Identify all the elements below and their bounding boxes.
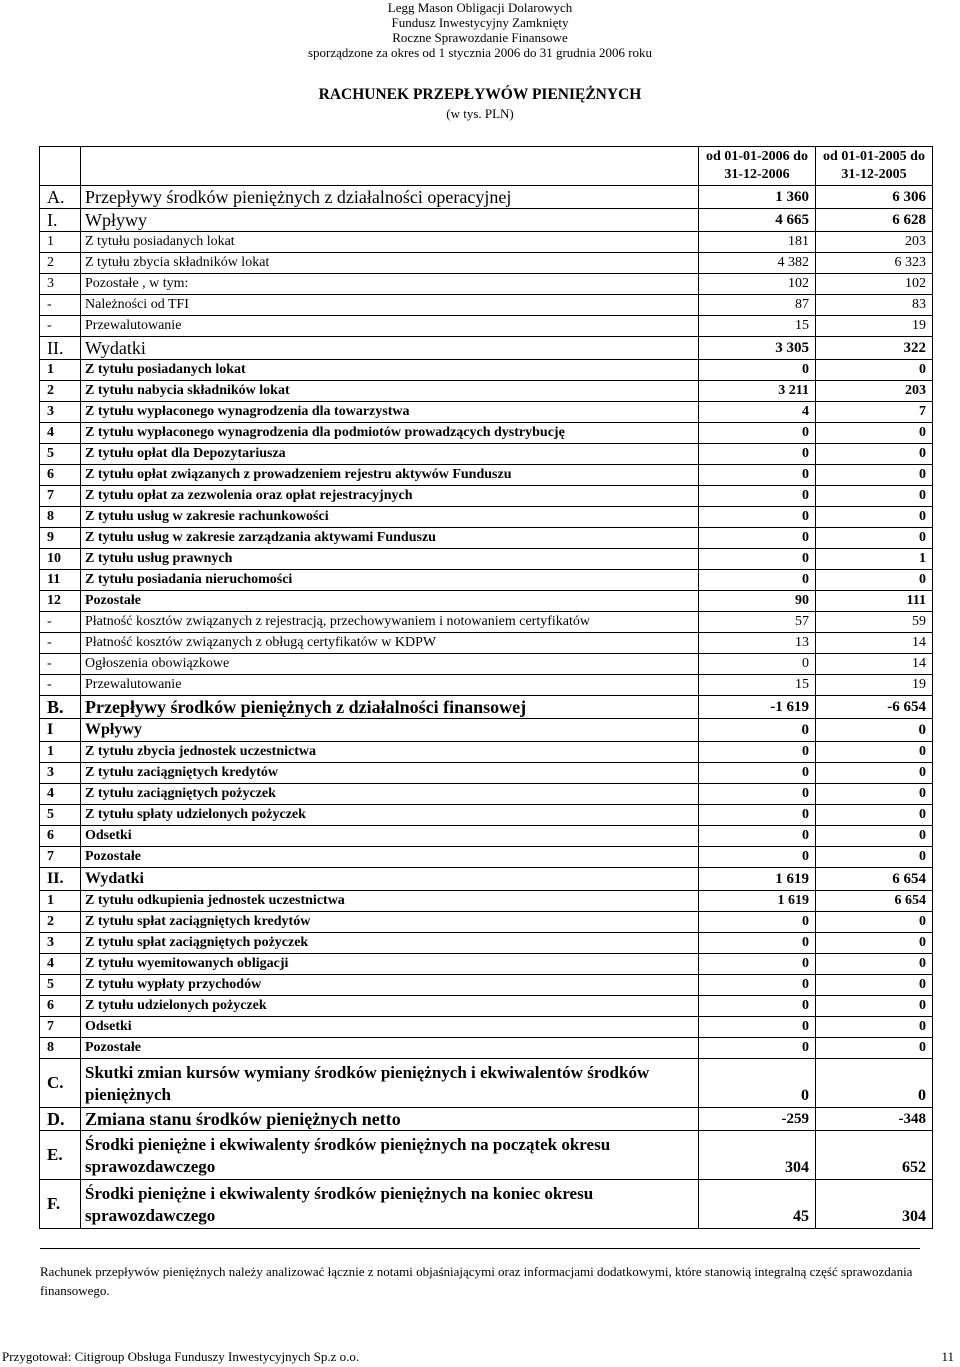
- row-label: Z tytułu wyemitowanych obligacji: [81, 954, 699, 975]
- row-number: 5: [40, 444, 81, 465]
- row-number: II.: [40, 868, 81, 891]
- value-2005: -6 654: [816, 696, 933, 719]
- table-row: [40, 253, 933, 274]
- value-2005: 0: [816, 933, 933, 954]
- value-2006: 0: [699, 742, 816, 763]
- table-row: [40, 1017, 933, 1038]
- row-number: 4: [40, 784, 81, 805]
- value-2005: 19: [816, 675, 933, 696]
- row-number: I.: [40, 209, 81, 232]
- value-2006: 0: [699, 954, 816, 975]
- row-number: 7: [40, 1017, 81, 1038]
- row-number: C.: [40, 1059, 81, 1108]
- value-2005: 0: [816, 1059, 933, 1108]
- table-row: [40, 360, 933, 381]
- table-row: [40, 232, 933, 253]
- row-label: Wpływy: [81, 719, 699, 742]
- row-number: 2: [40, 912, 81, 933]
- table-row: [40, 996, 933, 1017]
- row-label: Płatność kosztów związanych z rejestracją, przechowywaniem i notowaniem certyfikatów: [81, 612, 699, 633]
- table-row: [40, 486, 933, 507]
- table-row: [40, 868, 933, 891]
- value-2005: 0: [816, 507, 933, 528]
- value-2005: -348: [816, 1108, 933, 1131]
- value-2006: 0: [699, 549, 816, 570]
- table-row: [40, 805, 933, 826]
- table-row: [40, 591, 933, 612]
- value-2005: 0: [816, 1017, 933, 1038]
- table-row: [40, 719, 933, 742]
- row-label: Z tytułu usług w zakresie zarządzania aktywami Funduszu: [81, 528, 699, 549]
- table-row: [40, 549, 933, 570]
- value-2006: 0: [699, 360, 816, 381]
- value-2005: 0: [816, 826, 933, 847]
- row-label: Z tytułu zbycia jednostek uczestnictwa: [81, 742, 699, 763]
- value-2006: 0: [699, 528, 816, 549]
- value-2006: 0: [699, 847, 816, 868]
- value-2006: 0: [699, 1038, 816, 1059]
- row-number: 2: [40, 253, 81, 274]
- header-blank-cell: [81, 147, 699, 186]
- row-number: 10: [40, 549, 81, 570]
- table-row: [40, 186, 933, 209]
- table-row: [40, 381, 933, 402]
- row-label: Z tytułu spłat zaciągniętych kredytów: [81, 912, 699, 933]
- value-2005: 19: [816, 316, 933, 337]
- value-2005: 322: [816, 337, 933, 360]
- row-label: Z tytułu posiadania nieruchomości: [81, 570, 699, 591]
- table-row: [40, 444, 933, 465]
- value-2005: 0: [816, 1038, 933, 1059]
- cash-flow-table: [39, 146, 933, 1229]
- table-row: [40, 337, 933, 360]
- value-2006: 4 382: [699, 253, 816, 274]
- value-2006: 3 211: [699, 381, 816, 402]
- value-2005: 203: [816, 381, 933, 402]
- value-2005: 14: [816, 633, 933, 654]
- row-label: Z tytułu spłaty udzielonych pożyczek: [81, 805, 699, 826]
- value-2006: 181: [699, 232, 816, 253]
- row-number: 6: [40, 826, 81, 847]
- table-row: [40, 1108, 933, 1131]
- row-label: Z tytułu wypłaconego wynagrodzenia dla podmiotów prowadzących dystrybucję: [81, 423, 699, 444]
- value-2006: 87: [699, 295, 816, 316]
- value-2006: 102: [699, 274, 816, 295]
- table-row: [40, 1180, 933, 1229]
- value-2005: 1: [816, 549, 933, 570]
- value-2005: 6 654: [816, 891, 933, 912]
- value-2005: 0: [816, 996, 933, 1017]
- value-2005: 0: [816, 570, 933, 591]
- explanatory-note: Rachunek przepływów pieniężnych należy analizować łącznie z notami objaśniającymi oraz informacjami dodatkowymi, które stanowią integralną część sprawozdania finansowego.: [40, 1264, 913, 1298]
- row-label: Przepływy środków pieniężnych z działalności finansowej: [81, 696, 699, 719]
- value-2006: 1 619: [699, 891, 816, 912]
- value-2006: 15: [699, 316, 816, 337]
- row-number: 5: [40, 805, 81, 826]
- value-2006: 0: [699, 570, 816, 591]
- value-2006: 45: [699, 1180, 816, 1229]
- table-row: [40, 654, 933, 675]
- value-2006: 13: [699, 633, 816, 654]
- table-row: [40, 847, 933, 868]
- row-label: Odsetki: [81, 826, 699, 847]
- table-row: [40, 316, 933, 337]
- report-name: Roczne Sprawozdanie Finansowe: [392, 30, 568, 45]
- value-2005: 0: [816, 486, 933, 507]
- table-row: [40, 402, 933, 423]
- row-number: F.: [40, 1180, 81, 1229]
- row-number: 9: [40, 528, 81, 549]
- document-header: [0, 0, 960, 60]
- row-label: Z tytułu opłat za zezwolenia oraz opłat rejestracyjnych: [81, 486, 699, 507]
- value-2005: 0: [816, 975, 933, 996]
- value-2006: 0: [699, 763, 816, 784]
- value-2005: 102: [816, 274, 933, 295]
- row-number: -: [40, 675, 81, 696]
- row-label: Z tytułu usług w zakresie rachunkowości: [81, 507, 699, 528]
- table-row: [40, 912, 933, 933]
- row-label: Przewalutowanie: [81, 675, 699, 696]
- row-label: Z tytułu udzielonych pożyczek: [81, 996, 699, 1017]
- value-2006: -259: [699, 1108, 816, 1131]
- value-2006: 0: [699, 996, 816, 1017]
- value-2005: 0: [816, 719, 933, 742]
- row-number: 1: [40, 360, 81, 381]
- row-number: I: [40, 719, 81, 742]
- table-row: [40, 507, 933, 528]
- value-2006: 0: [699, 486, 816, 507]
- table-row: [40, 696, 933, 719]
- row-number: 3: [40, 933, 81, 954]
- table-row: [40, 633, 933, 654]
- value-2006: 1 619: [699, 868, 816, 891]
- row-number: 8: [40, 1038, 81, 1059]
- row-label: Z tytułu posiadanych lokat: [81, 232, 699, 253]
- header-blank-cell: [40, 147, 81, 186]
- table-row: [40, 1038, 933, 1059]
- value-2005: 6 628: [816, 209, 933, 232]
- value-2006: 0: [699, 465, 816, 486]
- value-2005: 6 306: [816, 186, 933, 209]
- value-2005: 0: [816, 742, 933, 763]
- row-label: Z tytułu opłat dla Depozytariusza: [81, 444, 699, 465]
- value-2006: 0: [699, 975, 816, 996]
- value-2005: 111: [816, 591, 933, 612]
- value-2005: 6 654: [816, 868, 933, 891]
- value-2005: 6 323: [816, 253, 933, 274]
- value-2005: 0: [816, 954, 933, 975]
- row-number: 3: [40, 763, 81, 784]
- report-period: sporządzone za okres od 1 stycznia 2006 do 31 grudnia 2006 roku: [307, 45, 653, 60]
- value-2006: 15: [699, 675, 816, 696]
- row-label: Pozostałe: [81, 591, 699, 612]
- table-row: [40, 465, 933, 486]
- table-row: [40, 209, 933, 232]
- row-label: Ogłoszenia obowiązkowe: [81, 654, 699, 675]
- row-label: Przewalutowanie: [81, 316, 699, 337]
- value-2005: 83: [816, 295, 933, 316]
- table-row: [40, 954, 933, 975]
- value-2006: 0: [699, 933, 816, 954]
- row-number: 6: [40, 465, 81, 486]
- value-2006: 90: [699, 591, 816, 612]
- table-row: [40, 423, 933, 444]
- page-number: 11: [941, 1349, 954, 1364]
- value-2005: 14: [816, 654, 933, 675]
- row-label: Z tytułu posiadanych lokat: [81, 360, 699, 381]
- row-number: 4: [40, 954, 81, 975]
- row-label: Z tytułu zbycia składników lokat: [81, 253, 699, 274]
- row-label: Z tytułu nabycia składników lokat: [81, 381, 699, 402]
- value-2006: 0: [699, 507, 816, 528]
- row-number: 6: [40, 996, 81, 1017]
- row-label: Z tytułu wypłaty przychodów: [81, 975, 699, 996]
- table-row: [40, 274, 933, 295]
- value-2006: -1 619: [699, 696, 816, 719]
- value-2005: 7: [816, 402, 933, 423]
- table-row: [40, 826, 933, 847]
- value-2005: 0: [816, 444, 933, 465]
- row-label: Płatność kosztów związanych z obługą certyfikatów w KDPW: [81, 633, 699, 654]
- value-2006: 0: [699, 826, 816, 847]
- row-label: Z tytułu zaciągniętych pożyczek: [81, 784, 699, 805]
- row-number: 8: [40, 507, 81, 528]
- row-number: 1: [40, 232, 81, 253]
- row-number: -: [40, 295, 81, 316]
- value-2005: 59: [816, 612, 933, 633]
- row-number: A.: [40, 186, 81, 209]
- value-2006: 0: [699, 444, 816, 465]
- value-2005: 0: [816, 528, 933, 549]
- fund-name: Legg Mason Obligacji Dolarowych: [387, 0, 573, 15]
- row-label: Z tytułu usług prawnych: [81, 549, 699, 570]
- row-label: Z tytułu wypłaconego wynagrodzenia dla towarzystwa: [81, 402, 699, 423]
- row-label: Wpływy: [81, 209, 699, 232]
- row-label: Przepływy środków pieniężnych z działalności operacyjnej: [81, 186, 699, 209]
- row-number: 3: [40, 402, 81, 423]
- row-number: 11: [40, 570, 81, 591]
- table-row: [40, 1131, 933, 1180]
- value-2006: 1 360: [699, 186, 816, 209]
- value-2005: 0: [816, 805, 933, 826]
- value-2006: 4 665: [699, 209, 816, 232]
- fund-type: Fundusz Inwestycyjny Zamknięty: [391, 15, 569, 30]
- separator-line: [40, 1248, 920, 1249]
- value-2005: 652: [816, 1131, 933, 1180]
- row-label: Pozostałe: [81, 847, 699, 868]
- table-row: [40, 742, 933, 763]
- table-row: [40, 784, 933, 805]
- row-number: 1: [40, 891, 81, 912]
- row-label: Środki pieniężne i ekwiwalenty środków pieniężnych na początek okresu sprawozdawczego: [81, 1131, 699, 1180]
- row-label: Pozostałe: [81, 1038, 699, 1059]
- value-2006: 0: [699, 805, 816, 826]
- prepared-by: Przygotował: Citigroup Obsługa Funduszy Inwestycyjnych Sp.z o.o.: [2, 1349, 360, 1364]
- row-number: II.: [40, 337, 81, 360]
- row-label: Z tytułu zaciągniętych kredytów: [81, 763, 699, 784]
- value-2005: 0: [816, 465, 933, 486]
- row-label: Należności od TFI: [81, 295, 699, 316]
- value-2006: 3 305: [699, 337, 816, 360]
- row-label: Pozostałe , w tym:: [81, 274, 699, 295]
- row-number: -: [40, 654, 81, 675]
- value-2006: 0: [699, 784, 816, 805]
- table-row: [40, 891, 933, 912]
- value-2005: 203: [816, 232, 933, 253]
- row-number: D.: [40, 1108, 81, 1131]
- row-number: 2: [40, 381, 81, 402]
- row-number: B.: [40, 696, 81, 719]
- value-2005: 0: [816, 912, 933, 933]
- table-row: [40, 570, 933, 591]
- value-2006: 0: [699, 912, 816, 933]
- row-number: 3: [40, 274, 81, 295]
- page-footer: [2, 1349, 958, 1365]
- value-2006: 0: [699, 719, 816, 742]
- value-2006: 0: [699, 1059, 816, 1108]
- table-row: [40, 763, 933, 784]
- row-number: -: [40, 612, 81, 633]
- value-2006: 4: [699, 402, 816, 423]
- table-row: [40, 295, 933, 316]
- row-number: 7: [40, 847, 81, 868]
- table-row: [40, 528, 933, 549]
- row-number: 12: [40, 591, 81, 612]
- value-2005: 0: [816, 763, 933, 784]
- row-number: -: [40, 633, 81, 654]
- row-label: Z tytułu spłat zaciągniętych pożyczek: [81, 933, 699, 954]
- value-2006: 0: [699, 1017, 816, 1038]
- row-label: Z tytułu odkupienia jednostek uczestnictwa: [81, 891, 699, 912]
- column-header-2005: od 01-01-2005 do 31-12-2005: [816, 147, 933, 186]
- table-row: [40, 612, 933, 633]
- row-label: Z tytułu opłat związanych z prowadzeniem rejestru aktywów Funduszu: [81, 465, 699, 486]
- column-header-2006: od 01-01-2006 do 31-12-2006: [699, 147, 816, 186]
- row-label: Odsetki: [81, 1017, 699, 1038]
- value-2006: 0: [699, 423, 816, 444]
- value-2005: 0: [816, 847, 933, 868]
- row-label: Wydatki: [81, 868, 699, 891]
- row-number: 5: [40, 975, 81, 996]
- row-label: Środki pieniężne i ekwiwalenty środków pieniężnych na koniec okresu sprawozdawczego: [81, 1180, 699, 1229]
- table-row: [40, 675, 933, 696]
- value-2005: 0: [816, 423, 933, 444]
- row-label: Zmiana stanu środków pieniężnych netto: [81, 1108, 699, 1131]
- page-title: RACHUNEK PRZEPŁYWÓW PIENIĘŻNYCH: [318, 86, 642, 103]
- value-2006: 304: [699, 1131, 816, 1180]
- row-number: -: [40, 316, 81, 337]
- value-2005: 0: [816, 784, 933, 805]
- row-number: 1: [40, 742, 81, 763]
- value-2006: 57: [699, 612, 816, 633]
- row-number: E.: [40, 1131, 81, 1180]
- table-row: [40, 1059, 933, 1108]
- value-2005: 304: [816, 1180, 933, 1229]
- row-label: Wydatki: [81, 337, 699, 360]
- value-2005: 0: [816, 360, 933, 381]
- table-row: [40, 933, 933, 954]
- unit-label: (w tys. PLN): [446, 106, 514, 121]
- row-label: Skutki zmian kursów wymiany środków pieniężnych i ekwiwalentów środków pieniężnych: [81, 1059, 699, 1108]
- value-2006: 0: [699, 654, 816, 675]
- row-number: 4: [40, 423, 81, 444]
- table-row: [40, 975, 933, 996]
- row-number: 7: [40, 486, 81, 507]
- table-header-row: [40, 147, 933, 186]
